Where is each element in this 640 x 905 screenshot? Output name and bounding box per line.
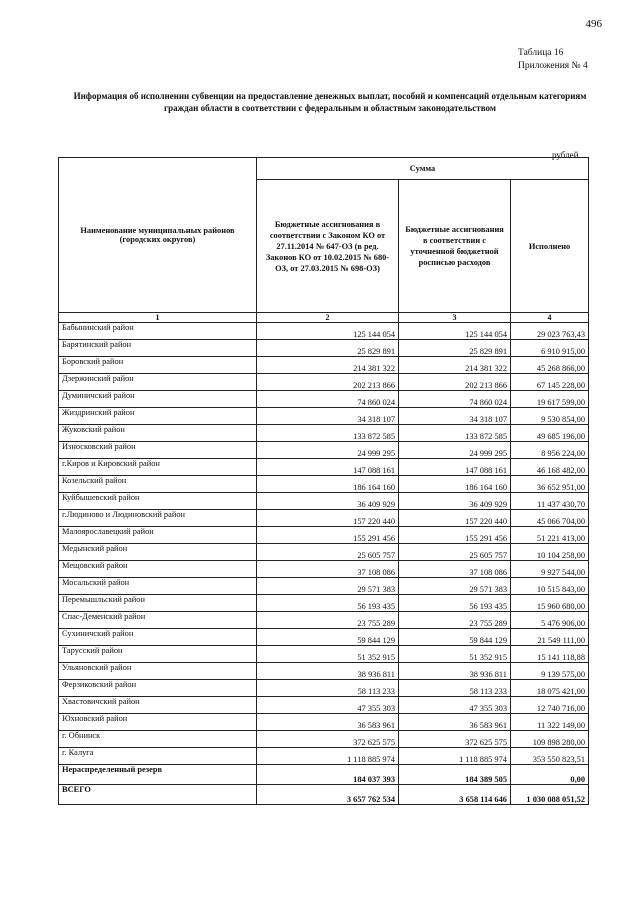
executed-value: 46 168 482,00: [511, 459, 589, 476]
units-label: рублей: [552, 150, 579, 160]
district-name: Жиздринский район: [59, 408, 257, 425]
budget-law-value: 157 220 440: [257, 510, 399, 527]
budget-schedule-value: 23 755 289: [399, 612, 511, 629]
budget-law-value: 59 844 129: [257, 629, 399, 646]
district-name: Ульяновский район: [59, 663, 257, 680]
district-name: Медынский район: [59, 544, 257, 561]
budget-law-value: 56 193 435: [257, 595, 399, 612]
executed-value: 36 652 951,00: [511, 476, 589, 493]
district-name: Малоярославецкий район: [59, 527, 257, 544]
executed-value: 67 145 228,00: [511, 374, 589, 391]
budget-law-value: 147 088 161: [257, 459, 399, 476]
budget-law-value: 186 164 160: [257, 476, 399, 493]
budget-schedule-value: 372 625 575: [399, 731, 511, 748]
executed-value: 29 023 763,43: [511, 323, 589, 340]
table-row: [59, 391, 589, 408]
budget-schedule-value: 58 113 233: [399, 680, 511, 697]
executed-value: 15 960 680,00: [511, 595, 589, 612]
budget-law-value: 372 625 575: [257, 731, 399, 748]
district-name: Тарусский район: [59, 646, 257, 663]
budget-schedule-value: 51 352 915: [399, 646, 511, 663]
table-row: [59, 442, 589, 459]
budget-schedule-value: 214 381 322: [399, 357, 511, 374]
executed-value: 11 322 149,00: [511, 714, 589, 731]
executed-value: 10 104 258,00: [511, 544, 589, 561]
header-name: Наименование муниципальных районов (городских округов): [59, 158, 257, 313]
budget-law-value: 155 291 456: [257, 527, 399, 544]
table-row: [59, 408, 589, 425]
budget-law-value: 25 605 757: [257, 544, 399, 561]
budget-schedule-value: 155 291 456: [399, 527, 511, 544]
district-name: Износковский район: [59, 442, 257, 459]
table-row: [59, 714, 589, 731]
district-name: Куйбышевский район: [59, 493, 257, 510]
appendix-number: Приложения № 4: [518, 61, 588, 71]
table-row: [59, 493, 589, 510]
district-name: Ферзиковский район: [59, 680, 257, 697]
table-row: [59, 374, 589, 391]
budget-schedule-value: 34 318 107: [399, 408, 511, 425]
budget-law-value: 29 571 383: [257, 578, 399, 595]
column-number: 2: [257, 313, 399, 323]
column-number: 4: [511, 313, 589, 323]
executed-value: 45 268 866,00: [511, 357, 589, 374]
district-name: г.Людиново и Людиновский район: [59, 510, 257, 527]
budget-law-value: 51 352 915: [257, 646, 399, 663]
executed-value: 21 549 111,00: [511, 629, 589, 646]
table-row: [59, 476, 589, 493]
budget-schedule-value: 125 144 054: [399, 323, 511, 340]
budget-law-value: 3 657 762 534: [257, 785, 399, 805]
executed-value: 49 685 196,00: [511, 425, 589, 442]
budget-schedule-value: 184 389 505: [399, 765, 511, 785]
table-row: [59, 680, 589, 697]
executed-value: 5 476 906,00: [511, 612, 589, 629]
executed-value: 109 898 280,00: [511, 731, 589, 748]
district-name: Дзержинский район: [59, 374, 257, 391]
header-executed: Исполнено: [511, 180, 589, 313]
budget-law-value: 23 755 289: [257, 612, 399, 629]
budget-schedule-value: 56 193 435: [399, 595, 511, 612]
district-name: Перемышльский район: [59, 595, 257, 612]
district-name: Бабынинский район: [59, 323, 257, 340]
table-row: [59, 340, 589, 357]
budget-schedule-value: 25 829 891: [399, 340, 511, 357]
budget-schedule-value: 29 571 383: [399, 578, 511, 595]
budget-law-value: 36 583 961: [257, 714, 399, 731]
header-sum: Сумма: [257, 158, 589, 180]
district-name: Барятинский район: [59, 340, 257, 357]
district-name: Спас-Деменский район: [59, 612, 257, 629]
budget-schedule-value: 47 355 303: [399, 697, 511, 714]
table-row: [59, 646, 589, 663]
table-row: [59, 578, 589, 595]
budget-law-value: 38 936 811: [257, 663, 399, 680]
executed-value: 8 956 224,00: [511, 442, 589, 459]
budget-law-value: 25 829 891: [257, 340, 399, 357]
budget-schedule-value: 1 118 885 974: [399, 748, 511, 765]
budget-schedule-value: 38 936 811: [399, 663, 511, 680]
executed-value: 0,00: [511, 765, 589, 785]
budget-law-value: 24 999 295: [257, 442, 399, 459]
budget-law-value: 47 355 303: [257, 697, 399, 714]
district-name: г. Обнинск: [59, 731, 257, 748]
executed-value: 1 030 088 051,52: [511, 785, 589, 805]
table-row: [59, 561, 589, 578]
district-name: Мосальский район: [59, 578, 257, 595]
header-budget-law: Бюджетные ассигнования в соответствии с Законом КО от 27.11.2014 № 647-ОЗ (в ред. Законов КО от 10.02.2015 № 680-ОЗ, от 27.03.2015 № 698-ОЗ): [257, 180, 399, 313]
budget-schedule-value: 36 583 961: [399, 714, 511, 731]
budget-schedule-value: 37 108 086: [399, 561, 511, 578]
district-name: ВСЕГО: [59, 785, 257, 805]
table-row: [59, 544, 589, 561]
document-title: Информация об исполнении субвенции на предоставление денежных выплат, пособий и компенсаций отдельным категориям граждан области в соответствии с федеральным и областным законодательством: [73, 91, 587, 113]
header-budget-schedule: Бюджетные ассигнования в соответствии с уточненной бюджетной росписью расходов: [399, 180, 511, 313]
budget-schedule-value: 133 872 585: [399, 425, 511, 442]
table-row: [59, 629, 589, 646]
budget-schedule-value: 36 409 929: [399, 493, 511, 510]
budget-law-value: 37 108 086: [257, 561, 399, 578]
executed-value: 51 221 413,00: [511, 527, 589, 544]
executed-value: 45 066 704,00: [511, 510, 589, 527]
budget-law-value: 74 860 024: [257, 391, 399, 408]
district-name: Жуковский район: [59, 425, 257, 442]
executed-value: 6 910 915,00: [511, 340, 589, 357]
executed-value: 9 139 575,00: [511, 663, 589, 680]
budget-law-value: 58 113 233: [257, 680, 399, 697]
total-row: [59, 785, 589, 805]
budget-schedule-value: 202 213 866: [399, 374, 511, 391]
district-name: Мещовский район: [59, 561, 257, 578]
district-name: Козельский район: [59, 476, 257, 493]
budget-law-value: 202 213 866: [257, 374, 399, 391]
district-name: Боровский район: [59, 357, 257, 374]
table-number: Таблица 16: [518, 48, 564, 58]
table-row: [59, 510, 589, 527]
table-reference: [518, 47, 588, 73]
executed-value: 11 437 430,70: [511, 493, 589, 510]
table-row: [59, 527, 589, 544]
executed-value: 18 075 421,00: [511, 680, 589, 697]
budget-schedule-value: 24 999 295: [399, 442, 511, 459]
table-row: [59, 323, 589, 340]
district-name: Сухиничский район: [59, 629, 257, 646]
executed-value: 15 141 118,88: [511, 646, 589, 663]
budget-law-value: 184 037 393: [257, 765, 399, 785]
table-row: [59, 663, 589, 680]
budget-law-value: 36 409 929: [257, 493, 399, 510]
district-name: Юхновский район: [59, 714, 257, 731]
column-number: 3: [399, 313, 511, 323]
budget-schedule-value: 25 605 757: [399, 544, 511, 561]
district-name: Нераспределенный резерв: [59, 765, 257, 785]
district-name: Хвастовичский район: [59, 697, 257, 714]
budget-schedule-value: 157 220 440: [399, 510, 511, 527]
executed-value: 19 617 599,00: [511, 391, 589, 408]
table-row: [59, 612, 589, 629]
budget-law-value: 1 118 885 974: [257, 748, 399, 765]
subvention-table: [58, 157, 589, 805]
budget-law-value: 133 872 585: [257, 425, 399, 442]
table-row: [59, 748, 589, 765]
budget-schedule-value: 74 860 024: [399, 391, 511, 408]
executed-value: 9 530 854,00: [511, 408, 589, 425]
district-name: Думиничский район: [59, 391, 257, 408]
executed-value: 9 927 544,00: [511, 561, 589, 578]
budget-schedule-value: 186 164 160: [399, 476, 511, 493]
table-row: [59, 595, 589, 612]
executed-value: 10 515 843,00: [511, 578, 589, 595]
budget-law-value: 214 381 322: [257, 357, 399, 374]
budget-schedule-value: 147 088 161: [399, 459, 511, 476]
budget-law-value: 34 318 107: [257, 408, 399, 425]
district-name: г.Киров и Кировский район: [59, 459, 257, 476]
table-row: [59, 459, 589, 476]
budget-schedule-value: 3 658 114 646: [399, 785, 511, 805]
district-name: г. Калуга: [59, 748, 257, 765]
budget-law-value: 125 144 054: [257, 323, 399, 340]
table-row: [59, 425, 589, 442]
table-row: [59, 697, 589, 714]
executed-value: 12 740 716,00: [511, 697, 589, 714]
page-number: 496: [585, 18, 602, 30]
executed-value: 353 550 823,51: [511, 748, 589, 765]
table-row: [59, 357, 589, 374]
reserve-row: [59, 765, 589, 785]
column-number: 1: [59, 313, 257, 323]
table-row: [59, 731, 589, 748]
budget-schedule-value: 59 844 129: [399, 629, 511, 646]
